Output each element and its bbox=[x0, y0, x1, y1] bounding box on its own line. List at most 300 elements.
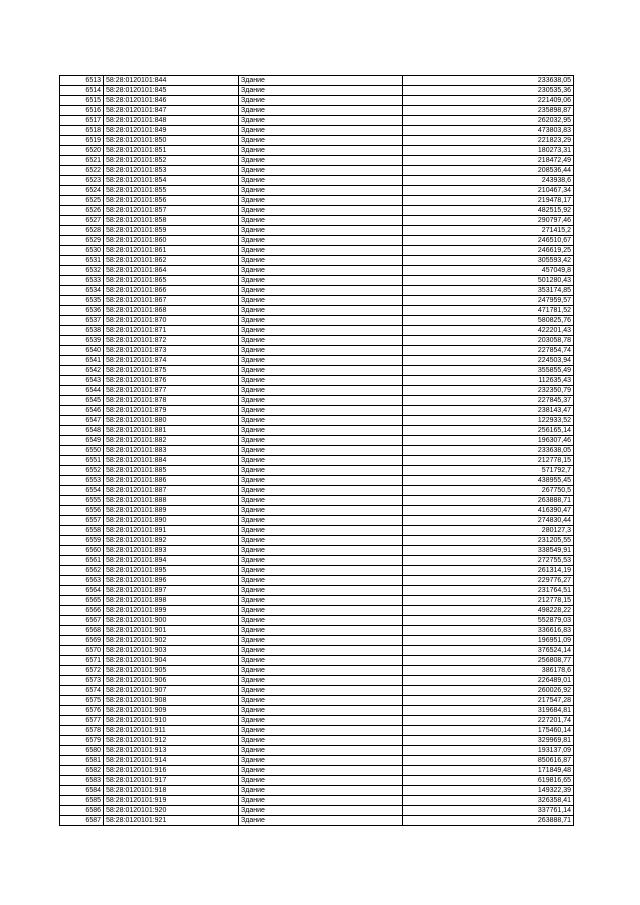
cadastral-table bbox=[59, 75, 574, 826]
row-number-cell: 6557 bbox=[60, 516, 104, 526]
cadastral-number-cell: 58:28:0120101:868 bbox=[104, 306, 239, 316]
value-cell: 498228,22 bbox=[403, 606, 574, 616]
table-row bbox=[60, 206, 574, 216]
row-number-cell: 6544 bbox=[60, 386, 104, 396]
value-cell: 386178,6 bbox=[403, 666, 574, 676]
row-number-cell: 6523 bbox=[60, 176, 104, 186]
value-cell: 274830,44 bbox=[403, 516, 574, 526]
table-row bbox=[60, 616, 574, 626]
table-row bbox=[60, 426, 574, 436]
cadastral-number-cell: 58:28:0120101:894 bbox=[104, 556, 239, 566]
object-type-cell: Здание bbox=[239, 256, 403, 266]
object-type-cell: Здание bbox=[239, 496, 403, 506]
row-number-cell: 6534 bbox=[60, 286, 104, 296]
row-number-cell: 6530 bbox=[60, 246, 104, 256]
table-row bbox=[60, 176, 574, 186]
object-type-cell: Здание bbox=[239, 326, 403, 336]
row-number-cell: 6545 bbox=[60, 396, 104, 406]
row-number-cell: 6558 bbox=[60, 526, 104, 536]
object-type-cell: Здание bbox=[239, 296, 403, 306]
row-number-cell: 6543 bbox=[60, 376, 104, 386]
row-number-cell: 6574 bbox=[60, 686, 104, 696]
cadastral-number-cell: 58:28:0120101:881 bbox=[104, 426, 239, 436]
object-type-cell: Здание bbox=[239, 486, 403, 496]
table-row bbox=[60, 506, 574, 516]
table-row bbox=[60, 366, 574, 376]
value-cell: 175460,14 bbox=[403, 726, 574, 736]
value-cell: 580825,76 bbox=[403, 316, 574, 326]
object-type-cell: Здание bbox=[239, 396, 403, 406]
table-row bbox=[60, 526, 574, 536]
cadastral-number-cell: 58:28:0120101:888 bbox=[104, 496, 239, 506]
cadastral-number-cell: 58:28:0120101:900 bbox=[104, 616, 239, 626]
row-number-cell: 6524 bbox=[60, 186, 104, 196]
row-number-cell: 6514 bbox=[60, 86, 104, 96]
row-number-cell: 6565 bbox=[60, 596, 104, 606]
row-number-cell: 6549 bbox=[60, 436, 104, 446]
object-type-cell: Здание bbox=[239, 696, 403, 706]
value-cell: 247959,57 bbox=[403, 296, 574, 306]
value-cell: 355855,49 bbox=[403, 366, 574, 376]
value-cell: 227201,74 bbox=[403, 716, 574, 726]
value-cell: 260026,92 bbox=[403, 686, 574, 696]
row-number-cell: 6526 bbox=[60, 206, 104, 216]
table-row bbox=[60, 686, 574, 696]
value-cell: 336616,83 bbox=[403, 626, 574, 636]
object-type-cell: Здание bbox=[239, 636, 403, 646]
object-type-cell: Здание bbox=[239, 466, 403, 476]
value-cell: 256165,14 bbox=[403, 426, 574, 436]
row-number-cell: 6541 bbox=[60, 356, 104, 366]
object-type-cell: Здание bbox=[239, 756, 403, 766]
table-row bbox=[60, 746, 574, 756]
value-cell: 231764,51 bbox=[403, 586, 574, 596]
table-row bbox=[60, 486, 574, 496]
row-number-cell: 6522 bbox=[60, 166, 104, 176]
cadastral-number-cell: 58:28:0120101:877 bbox=[104, 386, 239, 396]
value-cell: 438955,45 bbox=[403, 476, 574, 486]
object-type-cell: Здание bbox=[239, 796, 403, 806]
table-row bbox=[60, 356, 574, 366]
value-cell: 263888,71 bbox=[403, 496, 574, 506]
value-cell: 338549,91 bbox=[403, 546, 574, 556]
row-number-cell: 6566 bbox=[60, 606, 104, 616]
object-type-cell: Здание bbox=[239, 786, 403, 796]
table-row bbox=[60, 76, 574, 86]
table-row bbox=[60, 116, 574, 126]
table-row bbox=[60, 246, 574, 256]
cadastral-number-cell: 58:28:0120101:907 bbox=[104, 686, 239, 696]
value-cell: 208536,44 bbox=[403, 166, 574, 176]
value-cell: 482515,92 bbox=[403, 206, 574, 216]
object-type-cell: Здание bbox=[239, 86, 403, 96]
object-type-cell: Здание bbox=[239, 596, 403, 606]
table-row bbox=[60, 286, 574, 296]
cadastral-number-cell: 58:28:0120101:921 bbox=[104, 816, 239, 826]
value-cell: 221409,06 bbox=[403, 96, 574, 106]
object-type-cell: Здание bbox=[239, 276, 403, 286]
cadastral-number-cell: 58:28:0120101:912 bbox=[104, 736, 239, 746]
cadastral-number-cell: 58:28:0120101:875 bbox=[104, 366, 239, 376]
row-number-cell: 6585 bbox=[60, 796, 104, 806]
value-cell: 231205,55 bbox=[403, 536, 574, 546]
cadastral-number-cell: 58:28:0120101:859 bbox=[104, 226, 239, 236]
row-number-cell: 6538 bbox=[60, 326, 104, 336]
value-cell: 256808,77 bbox=[403, 656, 574, 666]
cadastral-number-cell: 58:28:0120101:848 bbox=[104, 116, 239, 126]
cadastral-number-cell: 58:28:0120101:849 bbox=[104, 126, 239, 136]
table-row bbox=[60, 776, 574, 786]
value-cell: 353174,85 bbox=[403, 286, 574, 296]
row-number-cell: 6532 bbox=[60, 266, 104, 276]
value-cell: 238143,47 bbox=[403, 406, 574, 416]
value-cell: 262032,95 bbox=[403, 116, 574, 126]
row-number-cell: 6584 bbox=[60, 786, 104, 796]
row-number-cell: 6568 bbox=[60, 626, 104, 636]
object-type-cell: Здание bbox=[239, 426, 403, 436]
row-number-cell: 6520 bbox=[60, 146, 104, 156]
table-row bbox=[60, 376, 574, 386]
object-type-cell: Здание bbox=[239, 346, 403, 356]
row-number-cell: 6527 bbox=[60, 216, 104, 226]
object-type-cell: Здание bbox=[239, 76, 403, 86]
table-row bbox=[60, 726, 574, 736]
value-cell: 471781,52 bbox=[403, 306, 574, 316]
value-cell: 196951,09 bbox=[403, 636, 574, 646]
value-cell: 552879,03 bbox=[403, 616, 574, 626]
cadastral-number-cell: 58:28:0120101:918 bbox=[104, 786, 239, 796]
object-type-cell: Здание bbox=[239, 316, 403, 326]
value-cell: 272755,53 bbox=[403, 556, 574, 566]
table-row bbox=[60, 216, 574, 226]
object-type-cell: Здание bbox=[239, 646, 403, 656]
cadastral-number-cell: 58:28:0120101:853 bbox=[104, 166, 239, 176]
value-cell: 203058,78 bbox=[403, 336, 574, 346]
cadastral-number-cell: 58:28:0120101:902 bbox=[104, 636, 239, 646]
row-number-cell: 6587 bbox=[60, 816, 104, 826]
object-type-cell: Здание bbox=[239, 676, 403, 686]
cadastral-number-cell: 58:28:0120101:903 bbox=[104, 646, 239, 656]
cadastral-number-cell: 58:28:0120101:908 bbox=[104, 696, 239, 706]
cadastral-number-cell: 58:28:0120101:883 bbox=[104, 446, 239, 456]
table-row bbox=[60, 576, 574, 586]
object-type-cell: Здание bbox=[239, 626, 403, 636]
object-type-cell: Здание bbox=[239, 126, 403, 136]
cadastral-number-cell: 58:28:0120101:872 bbox=[104, 336, 239, 346]
cadastral-number-cell: 58:28:0120101:897 bbox=[104, 586, 239, 596]
object-type-cell: Здание bbox=[239, 436, 403, 446]
object-type-cell: Здание bbox=[239, 816, 403, 826]
value-cell: 267750,5 bbox=[403, 486, 574, 496]
value-cell: 235898,87 bbox=[403, 106, 574, 116]
value-cell: 850616,87 bbox=[403, 756, 574, 766]
row-number-cell: 6547 bbox=[60, 416, 104, 426]
value-cell: 180273,31 bbox=[403, 146, 574, 156]
table-row bbox=[60, 266, 574, 276]
value-cell: 226489,01 bbox=[403, 676, 574, 686]
table-row bbox=[60, 166, 574, 176]
row-number-cell: 6555 bbox=[60, 496, 104, 506]
object-type-cell: Здание bbox=[239, 206, 403, 216]
table-row bbox=[60, 316, 574, 326]
row-number-cell: 6533 bbox=[60, 276, 104, 286]
cadastral-number-cell: 58:28:0120101:910 bbox=[104, 716, 239, 726]
row-number-cell: 6535 bbox=[60, 296, 104, 306]
cadastral-number-cell: 58:28:0120101:844 bbox=[104, 76, 239, 86]
cadastral-number-cell: 58:28:0120101:864 bbox=[104, 266, 239, 276]
table-row bbox=[60, 86, 574, 96]
object-type-cell: Здание bbox=[239, 136, 403, 146]
value-cell: 376524,14 bbox=[403, 646, 574, 656]
cadastral-number-cell: 58:28:0120101:898 bbox=[104, 596, 239, 606]
table-row bbox=[60, 396, 574, 406]
object-type-cell: Здание bbox=[239, 666, 403, 676]
cadastral-number-cell: 58:28:0120101:892 bbox=[104, 536, 239, 546]
row-number-cell: 6516 bbox=[60, 106, 104, 116]
cadastral-number-cell: 58:28:0120101:899 bbox=[104, 606, 239, 616]
object-type-cell: Здание bbox=[239, 616, 403, 626]
table-row bbox=[60, 476, 574, 486]
row-number-cell: 6540 bbox=[60, 346, 104, 356]
object-type-cell: Здание bbox=[239, 776, 403, 786]
cadastral-number-cell: 58:28:0120101:873 bbox=[104, 346, 239, 356]
value-cell: 112635,43 bbox=[403, 376, 574, 386]
value-cell: 232350,79 bbox=[403, 386, 574, 396]
row-number-cell: 6525 bbox=[60, 196, 104, 206]
object-type-cell: Здание bbox=[239, 566, 403, 576]
object-type-cell: Здание bbox=[239, 376, 403, 386]
object-type-cell: Здание bbox=[239, 266, 403, 276]
table-row bbox=[60, 156, 574, 166]
object-type-cell: Здание bbox=[239, 716, 403, 726]
cadastral-number-cell: 58:28:0120101:895 bbox=[104, 566, 239, 576]
row-number-cell: 6563 bbox=[60, 576, 104, 586]
table-row bbox=[60, 386, 574, 396]
object-type-cell: Здание bbox=[239, 246, 403, 256]
table-row bbox=[60, 276, 574, 286]
cadastral-number-cell: 58:28:0120101:884 bbox=[104, 456, 239, 466]
value-cell: 212778,15 bbox=[403, 456, 574, 466]
cadastral-number-cell: 58:28:0120101:916 bbox=[104, 766, 239, 776]
value-cell: 280127,3 bbox=[403, 526, 574, 536]
value-cell: 473803,83 bbox=[403, 126, 574, 136]
value-cell: 219478,17 bbox=[403, 196, 574, 206]
row-number-cell: 6528 bbox=[60, 226, 104, 236]
table-row bbox=[60, 766, 574, 776]
value-cell: 171849,48 bbox=[403, 766, 574, 776]
cadastral-number-cell: 58:28:0120101:847 bbox=[104, 106, 239, 116]
table-row bbox=[60, 716, 574, 726]
table-row bbox=[60, 496, 574, 506]
row-number-cell: 6542 bbox=[60, 366, 104, 376]
cadastral-number-cell: 58:28:0120101:919 bbox=[104, 796, 239, 806]
row-number-cell: 6571 bbox=[60, 656, 104, 666]
table-row bbox=[60, 336, 574, 346]
cadastral-number-cell: 58:28:0120101:870 bbox=[104, 316, 239, 326]
object-type-cell: Здание bbox=[239, 156, 403, 166]
row-number-cell: 6518 bbox=[60, 126, 104, 136]
table-row bbox=[60, 466, 574, 476]
object-type-cell: Здание bbox=[239, 406, 403, 416]
cadastral-number-cell: 58:28:0120101:893 bbox=[104, 546, 239, 556]
table-row bbox=[60, 186, 574, 196]
table-row bbox=[60, 226, 574, 236]
table-row bbox=[60, 146, 574, 156]
row-number-cell: 6517 bbox=[60, 116, 104, 126]
cadastral-number-cell: 58:28:0120101:886 bbox=[104, 476, 239, 486]
table-row bbox=[60, 566, 574, 576]
table-row bbox=[60, 796, 574, 806]
row-number-cell: 6556 bbox=[60, 506, 104, 516]
row-number-cell: 6577 bbox=[60, 716, 104, 726]
cadastral-number-cell: 58:28:0120101:911 bbox=[104, 726, 239, 736]
object-type-cell: Здание bbox=[239, 286, 403, 296]
object-type-cell: Здание bbox=[239, 736, 403, 746]
value-cell: 224503,94 bbox=[403, 356, 574, 366]
cadastral-number-cell: 58:28:0120101:889 bbox=[104, 506, 239, 516]
row-number-cell: 6515 bbox=[60, 96, 104, 106]
row-number-cell: 6536 bbox=[60, 306, 104, 316]
table-row bbox=[60, 546, 574, 556]
row-number-cell: 6559 bbox=[60, 536, 104, 546]
object-type-cell: Здание bbox=[239, 146, 403, 156]
value-cell: 122933,52 bbox=[403, 416, 574, 426]
table-row bbox=[60, 806, 574, 816]
table-row bbox=[60, 406, 574, 416]
row-number-cell: 6519 bbox=[60, 136, 104, 146]
value-cell: 227854,74 bbox=[403, 346, 574, 356]
row-number-cell: 6546 bbox=[60, 406, 104, 416]
cadastral-number-cell: 58:28:0120101:867 bbox=[104, 296, 239, 306]
object-type-cell: Здание bbox=[239, 386, 403, 396]
table-row bbox=[60, 636, 574, 646]
object-type-cell: Здание bbox=[239, 236, 403, 246]
cadastral-number-cell: 58:28:0120101:880 bbox=[104, 416, 239, 426]
object-type-cell: Здание bbox=[239, 96, 403, 106]
row-number-cell: 6548 bbox=[60, 426, 104, 436]
cadastral-number-cell: 58:28:0120101:879 bbox=[104, 406, 239, 416]
object-type-cell: Здание bbox=[239, 216, 403, 226]
cadastral-number-cell: 58:28:0120101:882 bbox=[104, 436, 239, 446]
cadastral-number-cell: 58:28:0120101:909 bbox=[104, 706, 239, 716]
cadastral-number-cell: 58:28:0120101:851 bbox=[104, 146, 239, 156]
value-cell: 196307,46 bbox=[403, 436, 574, 446]
object-type-cell: Здание bbox=[239, 536, 403, 546]
row-number-cell: 6550 bbox=[60, 446, 104, 456]
value-cell: 329969,81 bbox=[403, 736, 574, 746]
cadastral-number-cell: 58:28:0120101:878 bbox=[104, 396, 239, 406]
value-cell: 229776,27 bbox=[403, 576, 574, 586]
value-cell: 571792,7 bbox=[403, 466, 574, 476]
row-number-cell: 6576 bbox=[60, 706, 104, 716]
row-number-cell: 6537 bbox=[60, 316, 104, 326]
cadastral-number-cell: 58:28:0120101:896 bbox=[104, 576, 239, 586]
value-cell: 326358,41 bbox=[403, 796, 574, 806]
value-cell: 337761,14 bbox=[403, 806, 574, 816]
cadastral-number-cell: 58:28:0120101:845 bbox=[104, 86, 239, 96]
object-type-cell: Здание bbox=[239, 746, 403, 756]
value-cell: 227845,37 bbox=[403, 396, 574, 406]
cadastral-number-cell: 58:28:0120101:890 bbox=[104, 516, 239, 526]
row-number-cell: 6531 bbox=[60, 256, 104, 266]
table-row bbox=[60, 236, 574, 246]
object-type-cell: Здание bbox=[239, 526, 403, 536]
value-cell: 416390,47 bbox=[403, 506, 574, 516]
object-type-cell: Здание bbox=[239, 336, 403, 346]
table-row bbox=[60, 626, 574, 636]
table-row bbox=[60, 306, 574, 316]
value-cell: 305593,42 bbox=[403, 256, 574, 266]
value-cell: 290797,46 bbox=[403, 216, 574, 226]
object-type-cell: Здание bbox=[239, 726, 403, 736]
row-number-cell: 6552 bbox=[60, 466, 104, 476]
table-row bbox=[60, 606, 574, 616]
value-cell: 263888,71 bbox=[403, 816, 574, 826]
cadastral-number-cell: 58:28:0120101:891 bbox=[104, 526, 239, 536]
cadastral-number-cell: 58:28:0120101:876 bbox=[104, 376, 239, 386]
value-cell: 210467,34 bbox=[403, 186, 574, 196]
value-cell: 230535,36 bbox=[403, 86, 574, 96]
row-number-cell: 6579 bbox=[60, 736, 104, 746]
cadastral-number-cell: 58:28:0120101:913 bbox=[104, 746, 239, 756]
table-row bbox=[60, 656, 574, 666]
row-number-cell: 6554 bbox=[60, 486, 104, 496]
object-type-cell: Здание bbox=[239, 416, 403, 426]
object-type-cell: Здание bbox=[239, 166, 403, 176]
table-row bbox=[60, 586, 574, 596]
table-row bbox=[60, 256, 574, 266]
value-cell: 212778,15 bbox=[403, 596, 574, 606]
cadastral-number-cell: 58:28:0120101:865 bbox=[104, 276, 239, 286]
value-cell: 218472,49 bbox=[403, 156, 574, 166]
cadastral-number-cell: 58:28:0120101:914 bbox=[104, 756, 239, 766]
row-number-cell: 6578 bbox=[60, 726, 104, 736]
table-row bbox=[60, 756, 574, 766]
table-row bbox=[60, 536, 574, 546]
value-cell: 233638,05 bbox=[403, 446, 574, 456]
object-type-cell: Здание bbox=[239, 106, 403, 116]
cadastral-number-cell: 58:28:0120101:856 bbox=[104, 196, 239, 206]
table-row bbox=[60, 666, 574, 676]
table-row bbox=[60, 556, 574, 566]
table-row bbox=[60, 596, 574, 606]
row-number-cell: 6570 bbox=[60, 646, 104, 656]
table-row bbox=[60, 436, 574, 446]
value-cell: 243938,6 bbox=[403, 176, 574, 186]
object-type-cell: Здание bbox=[239, 706, 403, 716]
cadastral-number-cell: 58:28:0120101:862 bbox=[104, 256, 239, 266]
cadastral-number-cell: 58:28:0120101:852 bbox=[104, 156, 239, 166]
table-row bbox=[60, 676, 574, 686]
table-row bbox=[60, 696, 574, 706]
row-number-cell: 6553 bbox=[60, 476, 104, 486]
value-cell: 457049,8 bbox=[403, 266, 574, 276]
cadastral-number-cell: 58:28:0120101:855 bbox=[104, 186, 239, 196]
value-cell: 246510,67 bbox=[403, 236, 574, 246]
table-row bbox=[60, 96, 574, 106]
cadastral-number-cell: 58:28:0120101:854 bbox=[104, 176, 239, 186]
object-type-cell: Здание bbox=[239, 226, 403, 236]
cadastral-number-cell: 58:28:0120101:917 bbox=[104, 776, 239, 786]
row-number-cell: 6539 bbox=[60, 336, 104, 346]
cadastral-number-cell: 58:28:0120101:874 bbox=[104, 356, 239, 366]
row-number-cell: 6513 bbox=[60, 76, 104, 86]
table-row bbox=[60, 446, 574, 456]
table-row bbox=[60, 706, 574, 716]
table-body bbox=[60, 76, 574, 826]
table-row bbox=[60, 786, 574, 796]
table-row bbox=[60, 736, 574, 746]
